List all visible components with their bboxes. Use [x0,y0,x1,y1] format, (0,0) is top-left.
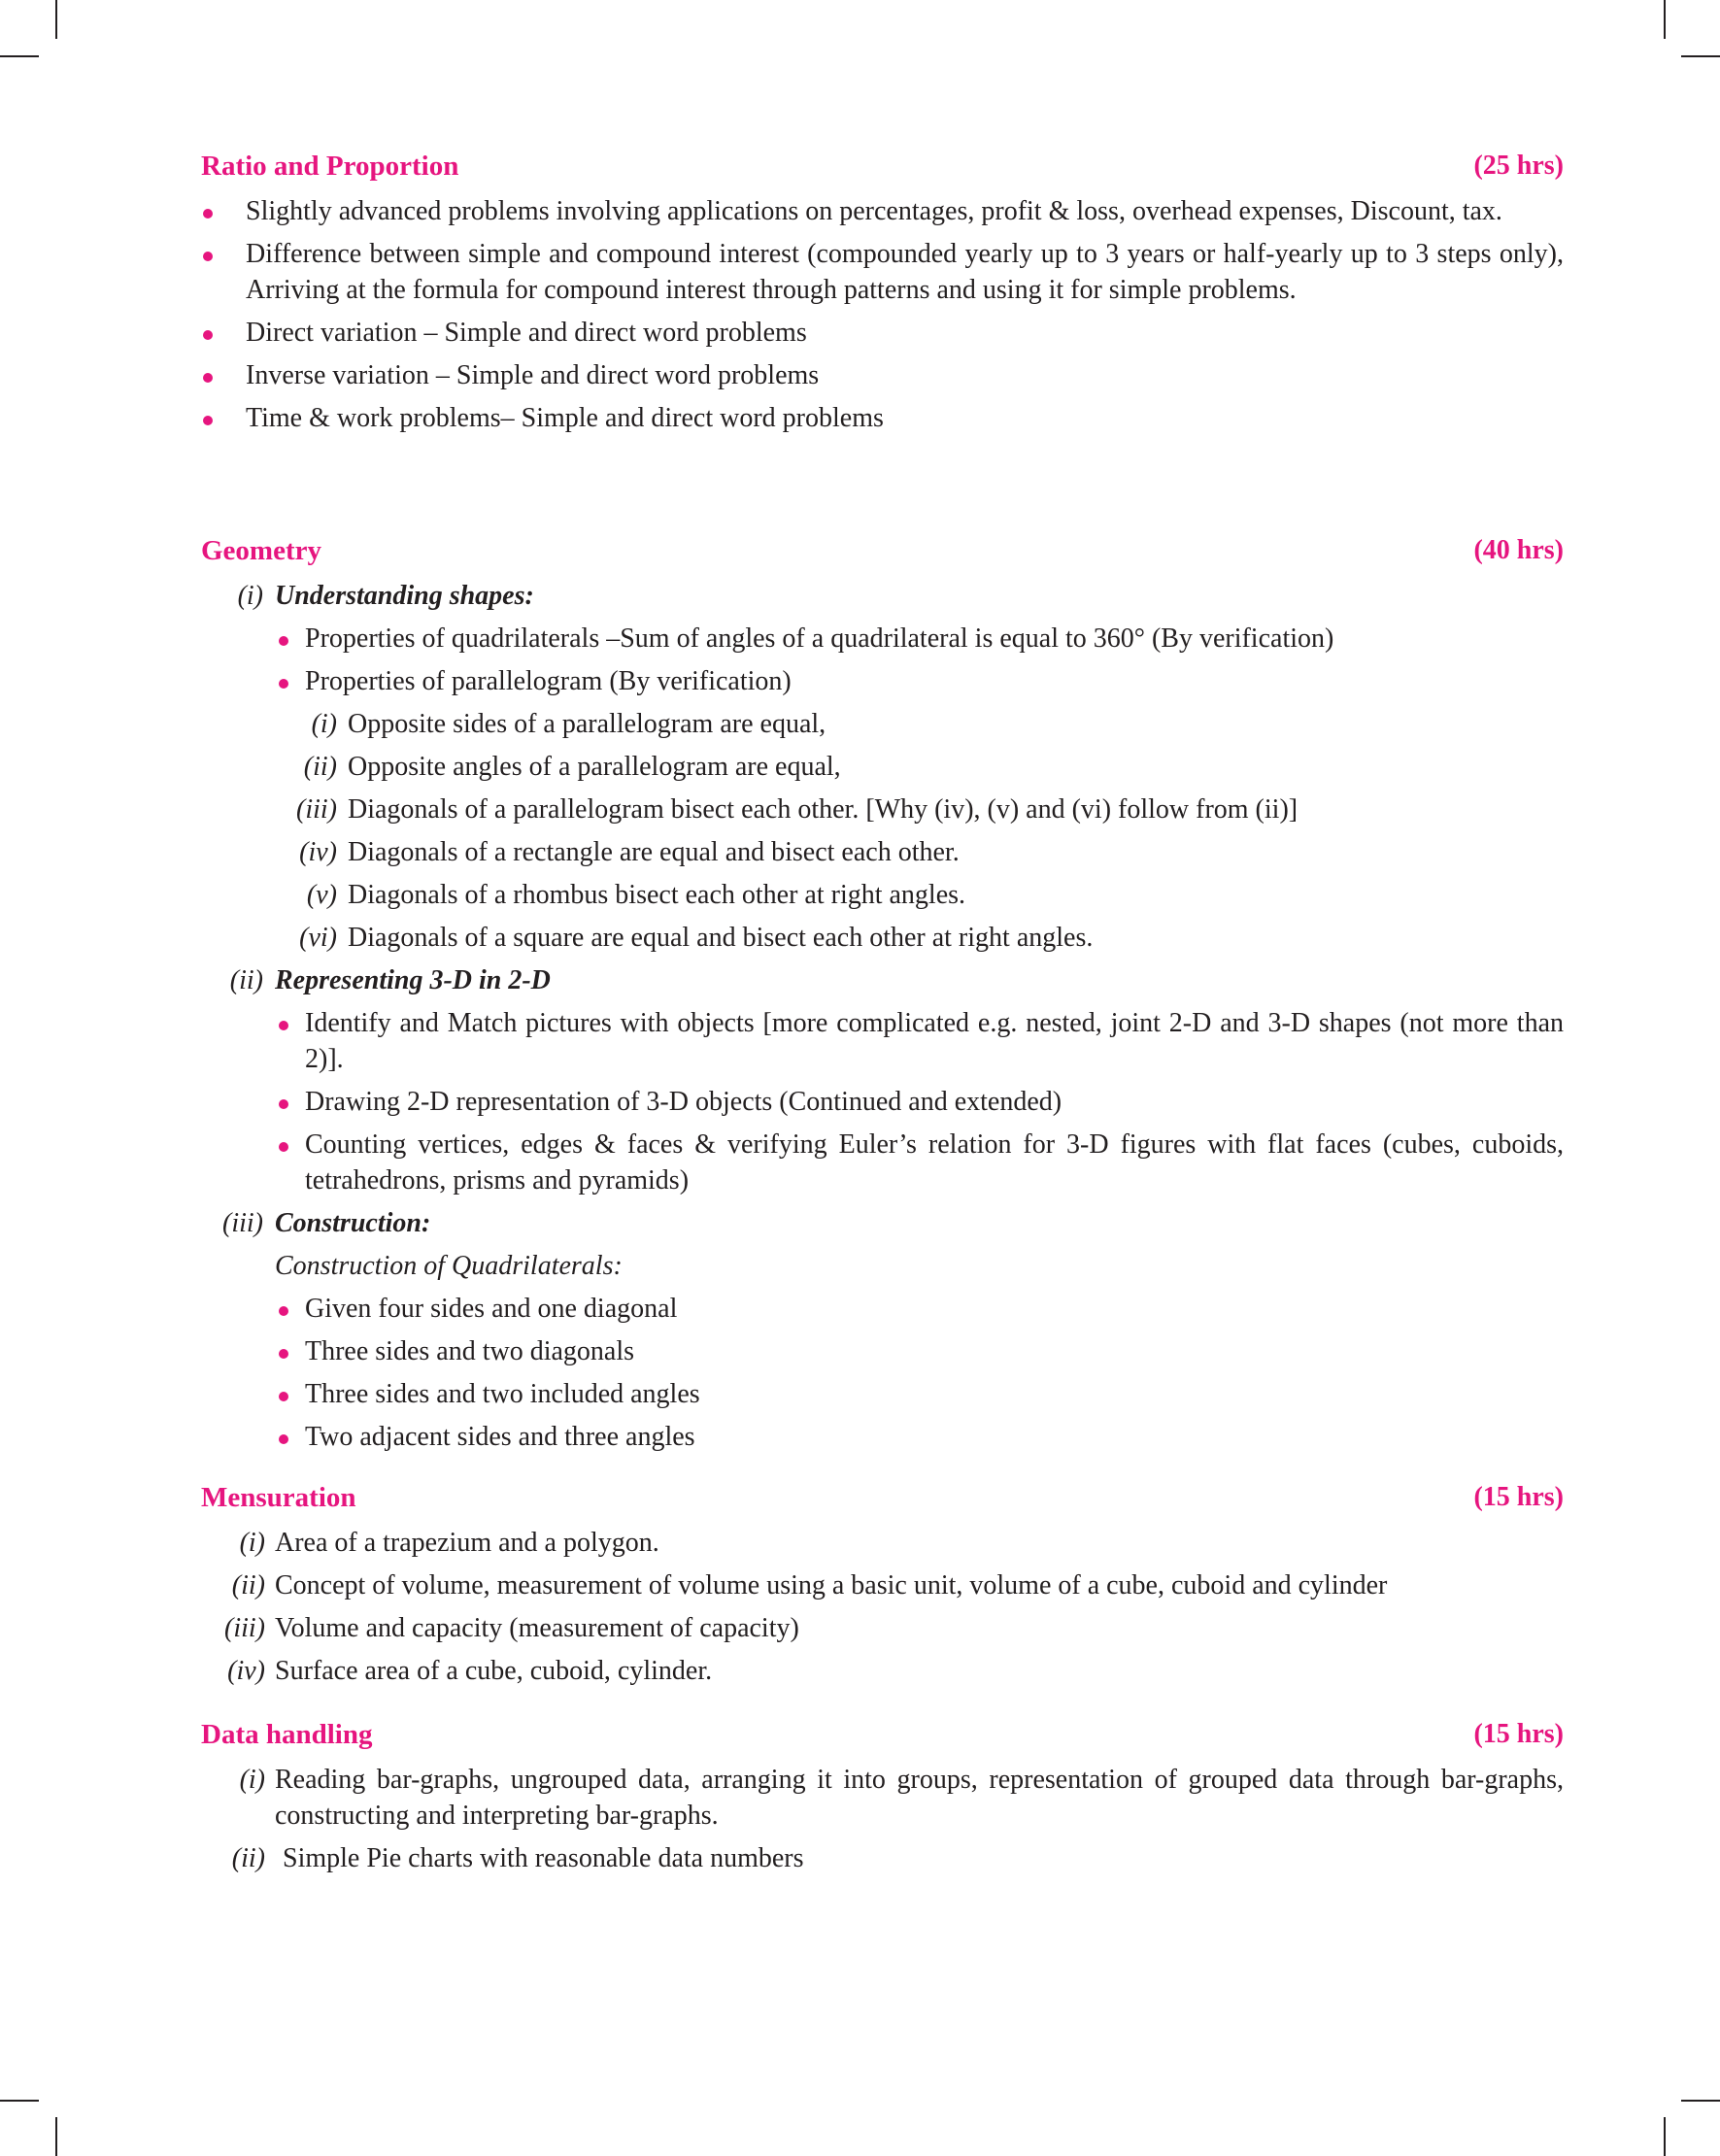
bullet-icon [203,373,213,383]
bullet-icon [279,1349,288,1359]
crop-mark [0,2100,39,2102]
section-hours: (15 hrs) [1473,1719,1564,1749]
bullet-icon [203,330,213,340]
bullet-icon [279,1099,288,1109]
list-item: (v) Diagonals of a rhombus bisect each other at right angles. [306,880,966,910]
subsection-heading: (ii) Representing 3-D in 2-D [229,965,551,995]
section-hours: (15 hrs) [1473,1482,1564,1512]
crop-mark [55,2117,57,2156]
subsection-heading: (i) Understanding shapes: [237,581,534,611]
list-item: (vi) Diagonals of a square are equal and bisect each other at right angles. [299,923,1094,953]
bullet-icon [279,679,288,689]
list-item: Properties of quadrilaterals –Sum of angles of a quadrilateral is equal to 360° (By verification) [201,621,1564,657]
bullet-icon [203,209,213,219]
list-item: (iv) Surface area of a cube, cuboid, cylinder. [227,1656,713,1686]
crop-mark [1681,2100,1720,2102]
list-item: Given four sides and one diagonal [201,1291,1564,1327]
crop-mark [55,0,57,39]
list-item: (i) Opposite sides of a parallelogram are equal, [311,709,826,739]
list-item: Difference between simple and compound interest (compounded yearly up to 3 years or half-yearly up to 3 steps only), Arriving at the formula for compound interest through patterns and using it for simple problems. [201,236,1564,308]
list-item: (ii) Simple Pie charts with reasonable data numbers [231,1843,804,1873]
list-item: Three sides and two diagonals [201,1333,1564,1369]
section-geometry [201,535,1564,1462]
list-item: (i) Reading bar-graphs, ungrouped data, arranging it into groups, representation of grouped data through bar-graphs, constructing and interpreting bar-graphs. [239,1765,1564,1831]
section-ratio-proportion [201,151,1564,443]
list-item: (iv) Diagonals of a rectangle are equal and bisect each other. [299,837,960,867]
section-data-handling [201,1719,1564,1883]
crop-mark [0,55,39,57]
list-item: Drawing 2-D representation of 3-D objects (Continued and extended) [201,1084,1564,1120]
list-item: Three sides and two included angles [201,1376,1564,1412]
bullet-icon [279,1306,288,1316]
crop-mark [1664,0,1666,39]
list-item: Inverse variation – Simple and direct word problems [201,357,1564,393]
list-item: Two adjacent sides and three angles [201,1419,1564,1455]
bullet-icon [279,1434,288,1444]
list-item: Counting vertices, edges & faces & verifying Euler’s relation for 3-D figures with flat faces (cubes, cuboids, tetrahedrons, prisms and pyramids) [201,1127,1564,1198]
section-hours: (25 hrs) [1473,151,1564,181]
subsection-heading: (iii) Construction: [222,1208,431,1238]
bullet-icon [279,1142,288,1152]
crop-mark [1664,2117,1666,2156]
section-title: Ratio and Proportion [201,151,459,182]
section-title: Data handling [201,1719,373,1750]
crop-mark [1681,55,1720,57]
section-title: Mensuration [201,1482,356,1513]
section-mensuration [201,1482,1564,1696]
subsection-subheading: Construction of Quadrilaterals: [275,1251,623,1281]
bullet-icon [279,636,288,646]
list-item: Identify and Match pictures with objects [more complicated e.g. nested, joint 2-D and 3-D shapes (not more than 2)]. [201,1005,1564,1077]
bullet-icon [279,1392,288,1401]
bullet-icon [203,252,213,261]
list-item: (iii) Volume and capacity (measurement of capacity) [224,1613,799,1643]
list-item: (ii) Concept of volume, measurement of volume using a basic unit, volume of a cube, cuboid and cylinder [231,1570,1388,1600]
list-item: Time & work problems– Simple and direct word problems [201,400,1564,436]
section-title: Geometry [201,535,321,566]
list-item: Direct variation – Simple and direct word problems [201,315,1564,351]
bullet-icon [203,416,213,425]
list-item: (ii) Opposite angles of a parallelogram are equal, [303,752,841,782]
bullet-icon [279,1021,288,1030]
section-hours: (40 hrs) [1473,535,1564,565]
list-item: Slightly advanced problems involving applications on percentages, profit & loss, overhead expenses, Discount, tax. [201,193,1564,229]
list-item: Properties of parallelogram (By verification) [201,663,1564,699]
list-item: (iii) Diagonals of a parallelogram bisect each other. [Why (iv), (v) and (vi) follow from (ii)] [296,794,1298,825]
list-item: (i) Area of a trapezium and a polygon. [239,1528,659,1558]
